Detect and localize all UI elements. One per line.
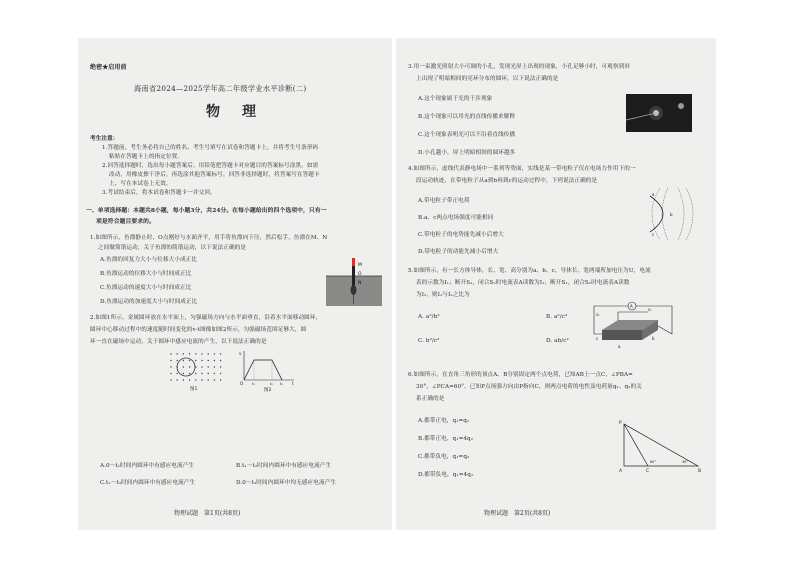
- point-c: C: [646, 469, 650, 474]
- notice-line: 上，写在本试卷上无效。: [109, 181, 172, 187]
- field-dot: [214, 353, 215, 354]
- q5-option-a: A. a²/b²: [418, 314, 440, 320]
- q6-option-b: B.都带正电，q₁=4q₂: [418, 436, 474, 442]
- q5-option-b: B. a²/c²: [546, 314, 568, 320]
- figure-1-label: 图1: [190, 387, 198, 392]
- subject-title: 物 理: [206, 104, 260, 120]
- field-dot: [208, 366, 209, 367]
- laser-photo-figure: [626, 94, 692, 132]
- switch-s1: S₁: [648, 308, 652, 312]
- field-dot: [183, 366, 184, 367]
- axis-v: v: [239, 351, 242, 356]
- field-dot: [220, 366, 221, 367]
- q5-option-d: D. ab/c²: [546, 338, 569, 344]
- page-footer: 物理试题 第1页(共8页): [174, 510, 241, 517]
- q1-stem: 之间做简谐运动，关于鱼漂的简谐运动，以下说法正确的是: [98, 245, 247, 251]
- fishing-float-figure: [326, 254, 382, 306]
- field-dot: [195, 353, 196, 354]
- field-dot: [208, 360, 209, 361]
- field-dot: [220, 360, 221, 361]
- field-dot: [220, 373, 221, 374]
- field-dot: [195, 379, 196, 380]
- field-dot: [195, 360, 196, 361]
- field-dot: [189, 353, 190, 354]
- field-dot: [183, 360, 184, 361]
- q1-option-c: C.鱼漂运动的速度大小与时间成正比: [100, 285, 192, 291]
- equipotential-figure: [642, 184, 704, 244]
- q4-option-d: D.带电粒子的动能先减小后增大: [418, 249, 499, 255]
- field-dot: [170, 360, 171, 361]
- triangle-figure: [618, 416, 704, 474]
- notice-title: 考生注意：: [90, 136, 119, 142]
- q5-option-c: C. b²/c²: [418, 338, 440, 344]
- q4-option-b: B.a、c两点电场强度可能相同: [418, 215, 494, 221]
- velocity-time-graph: [238, 348, 298, 392]
- field-dot: [208, 353, 209, 354]
- edge-a: a: [618, 344, 621, 349]
- field-dot: [177, 353, 178, 354]
- field-dot: [170, 366, 171, 367]
- point-p: P: [619, 421, 622, 426]
- field-dot: [189, 360, 190, 361]
- notice-line: 3.考试结束后，将本试卷和答题卡一并交回。: [102, 190, 216, 196]
- point-b: B: [698, 469, 702, 474]
- q5-stem: 5.如图所示，有一长方体导体，长、宽、高分别为a、b、c，导体长、宽两端所加电压为U，电流: [408, 268, 651, 274]
- point-c: c: [652, 232, 655, 237]
- field-dot: [183, 373, 184, 374]
- q4-stem: 4.如图所示，虚线代表静电场中一系列等势面，实线是某一带电粒子仅在电场力作用下的一: [408, 166, 636, 172]
- q4-stem: 段运动轨迹，在带电粒子从a到b再到c的运动过程中，下列说法正确的是: [416, 178, 598, 184]
- field-dot: [201, 373, 202, 374]
- field-dot: [170, 373, 171, 374]
- field-dot: [189, 373, 190, 374]
- field-dot: [220, 353, 221, 354]
- point-a: A: [619, 469, 623, 474]
- q6-option-a: A.都带正电，q₁=q₂: [418, 418, 470, 424]
- section-heading: 项是符合题目要求的。: [96, 219, 155, 225]
- section-heading: 一、单项选择题：本题共8小题，每小题3分，共24分。在每小题给出的四个选项中，只有一: [86, 208, 327, 214]
- field-dot: [183, 353, 184, 354]
- field-dot: [214, 379, 215, 380]
- q3-option-b: B.这个现象可以用光的直线传播来解释: [418, 114, 516, 120]
- q3-option-d: D.小孔越小，屏上明暗相间的圆环越多: [418, 150, 516, 156]
- angle-60: 60°: [650, 460, 657, 464]
- edge-b: b: [652, 336, 655, 341]
- q6-stem: 系正确的是: [416, 396, 445, 402]
- tick-t3: t₃: [280, 382, 283, 386]
- field-dot: [183, 379, 184, 380]
- field-dot: [208, 373, 209, 374]
- field-dot: [214, 360, 215, 361]
- q2-option-b: B.t₁～t₂时间内圆环中有感应电流产生: [236, 463, 332, 469]
- q3-option-c: C.这个现象表明光可以不沿着直线传播: [418, 132, 516, 138]
- switch-s2: S₂: [596, 313, 600, 317]
- exam-page-2: [396, 38, 716, 530]
- q2-stem: 环一直在磁场中运动，关于圆环中感应电流的产生，以下说法正确的是: [90, 339, 267, 345]
- q1-option-a: A.鱼漂的回复力大小与位移大小成正比: [100, 257, 198, 263]
- angle-30: 30°: [682, 460, 689, 464]
- label-m: M: [358, 263, 362, 268]
- q6-stem: 6.如图所示，在直角三角形的顶点A、B分别固定两个点电荷，已知AB上一点C，∠PBA=: [408, 372, 633, 378]
- field-dot: [170, 379, 171, 380]
- q4-option-a: A.带电粒子带正电荷: [418, 198, 470, 204]
- field-dot: [195, 373, 196, 374]
- field-dot: [177, 379, 178, 380]
- figure-2-label: 图2: [264, 388, 272, 392]
- field-dot: [214, 373, 215, 374]
- q2-option-a: A.0～t₁时间内圆环中有感应电流产生: [100, 463, 195, 469]
- q6-option-c: C.都带负电，q₁=q₂: [418, 454, 470, 460]
- exam-page-1: [78, 38, 392, 530]
- field-dot: [201, 360, 202, 361]
- magnetic-field-figure: [168, 350, 226, 392]
- q6-option-d: D.都带负电，q₁=4q₂: [418, 472, 474, 478]
- field-dot: [177, 360, 178, 361]
- tick-t1: t₁: [252, 382, 255, 386]
- field-dot: [177, 373, 178, 374]
- field-dot: [189, 379, 190, 380]
- q1-stem: 1.如图所示，鱼漂静止时，O点刚好与水面齐平，用手将鱼漂向下压，然后松手，鱼漂在M、N: [90, 235, 328, 241]
- edge-c: c: [596, 336, 599, 341]
- field-dot: [170, 353, 171, 354]
- q1-option-d: D.鱼漂运动的加速度大小与时间成正比: [100, 299, 198, 305]
- q3-option-a: A.这个现象属于光的干涉现象: [418, 96, 493, 102]
- notice-line: 2.回答选择题时，选出每小题答案后，用铅笔把答题卡对应题目的答案标号涂黑。如需: [102, 163, 319, 169]
- secret-label: 绝密★启用前: [90, 64, 127, 71]
- field-dot: [208, 379, 209, 380]
- point-a: a: [652, 192, 655, 197]
- field-dot: [220, 379, 221, 380]
- q2-stem: 圆环中心移动过程中的速度随时间变化的v-t图像如图2所示，匀强磁场范围足够大，圆: [90, 327, 307, 333]
- q2-option-c: C.t₂～t₃时间内圆环中有感应电流产生: [100, 480, 196, 486]
- label-o: O: [358, 272, 362, 277]
- q5-stem: 为I₂，则I₁与I₂之比为: [416, 292, 470, 298]
- field-dot: [214, 366, 215, 367]
- q2-stem: 2.如图1所示，金属圆环放在水平面上，匀强磁场方向与水平面垂直，沿着水平面移动圆环，: [90, 315, 322, 321]
- q6-stem: 30°，∠PCA=60°，已知P点场强方向由P指向C，则两点电荷的电性及电荷量q₁、q₂的关: [416, 384, 642, 390]
- q3-stem: 上出现了明暗相间的亮环分布的圆环，以下说法正确的是: [416, 76, 559, 82]
- q1-option-b: B.鱼漂运动的位移大小与时间成正比: [100, 271, 192, 277]
- ammeter-label: A: [630, 304, 633, 309]
- q5-stem: 表的示数为I₁；断开S₁，闭合S₂时电流表A读数为I₁；断开S₁，闭合S₂时电流表A读数: [416, 280, 630, 286]
- q2-option-d: D.0～t₃时间内圆环中均无感应电流产生: [236, 480, 337, 486]
- label-n: N: [358, 281, 362, 286]
- q3-stem: 3.用一束激光照射大小可调的小孔，发现光屏上出现的现象，小孔足够小时，可观察到屏: [408, 64, 630, 70]
- tick-t2: t₂: [270, 382, 273, 386]
- q4-option-c: C.带电粒子的电势能先减小后增大: [418, 232, 504, 238]
- axis-origin: O: [240, 381, 244, 386]
- notice-line: 1.答题前，考生务必将自己的姓名、考生号填写在试卷和答题卡上，并将考生号条形码: [102, 145, 319, 151]
- notice-line: 改动，用橡皮擦干净后，再选涂其他答案标号。回答非选择题时，将答案写在答题卡: [109, 172, 320, 178]
- field-dot: [201, 366, 202, 367]
- field-dot: [189, 366, 190, 367]
- cuboid-circuit-figure: [588, 300, 678, 360]
- page-footer: 物理试题 第2页(共8页): [484, 510, 551, 517]
- point-b: b: [670, 212, 673, 217]
- field-dot: [201, 353, 202, 354]
- exam-title: 海南省2024—2025学年高二年级学业水平诊断(二): [134, 84, 307, 93]
- notice-line: 粘贴在答题卡上的指定位置。: [109, 154, 184, 160]
- axis-t: t: [292, 381, 294, 386]
- field-dot: [201, 379, 202, 380]
